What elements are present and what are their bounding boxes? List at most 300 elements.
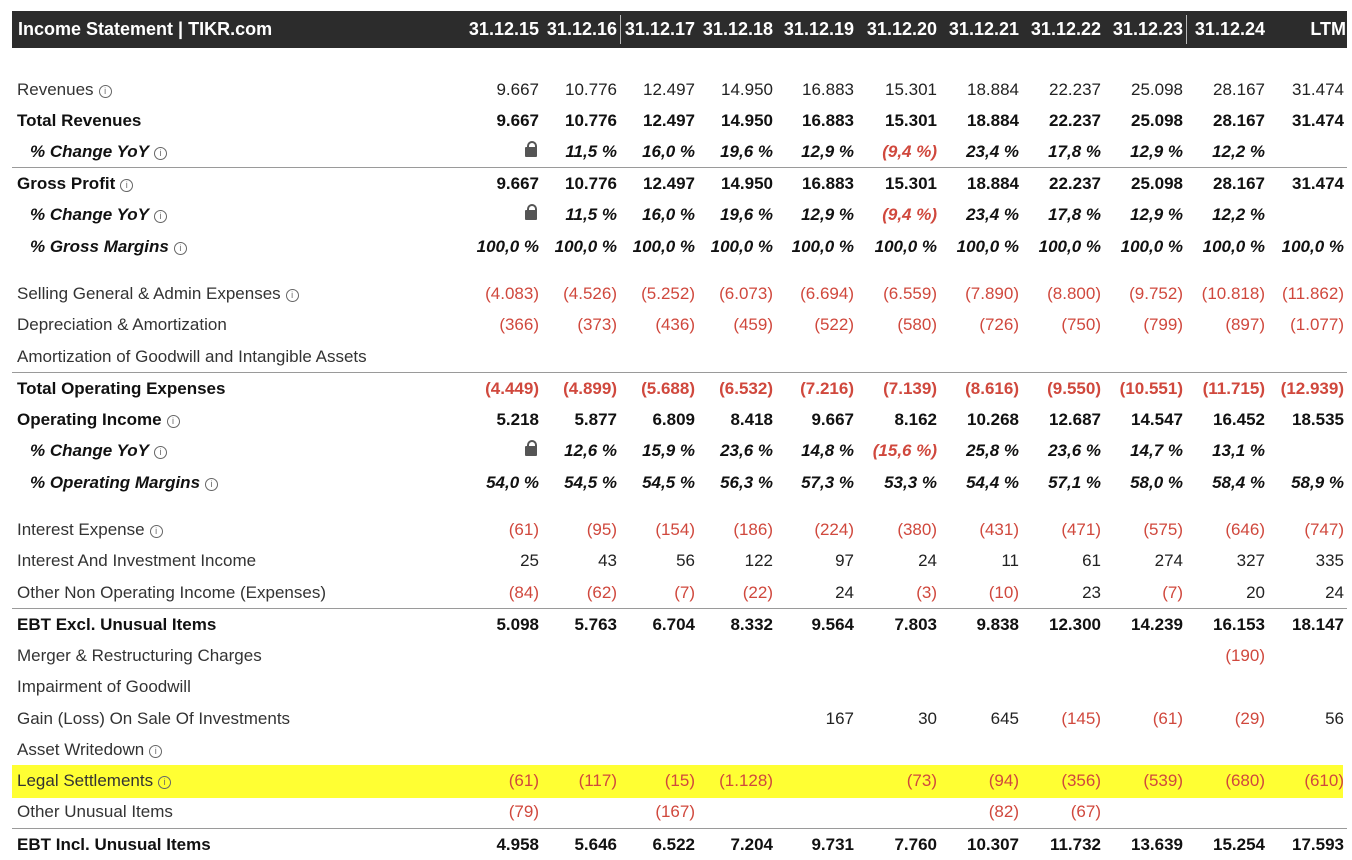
- info-icon[interactable]: i: [120, 179, 133, 192]
- table-cell: 24: [835, 583, 854, 602]
- period-header[interactable]: 31.12.20: [866, 19, 937, 39]
- table-cell: 14.950: [721, 111, 773, 130]
- table-row: [0, 168, 1352, 199]
- table-cell: 31.474: [1292, 174, 1344, 193]
- table-cell: 15.301: [885, 80, 937, 99]
- table-cell: (61): [1152, 709, 1183, 728]
- table-cell: 645: [990, 709, 1019, 728]
- info-icon[interactable]: i: [149, 745, 162, 758]
- row-label-text: Merger & Restructuring Charges: [17, 646, 262, 665]
- table-cell: 10.776: [565, 80, 617, 99]
- table-cell: 12,6 %: [564, 441, 617, 460]
- table-cell: (539): [1143, 771, 1183, 790]
- table-row: [0, 640, 1352, 671]
- table-cell: 274: [1154, 551, 1183, 570]
- table-cell: 9.667: [496, 174, 539, 193]
- table-cell: 18.884: [967, 174, 1019, 193]
- table-row: [0, 765, 1352, 796]
- table-cell: 23,6 %: [1048, 441, 1101, 460]
- table-row: [0, 404, 1352, 435]
- row-label: [17, 309, 227, 340]
- table-cell: (366): [499, 315, 539, 334]
- row-label: [17, 609, 216, 640]
- row-label-text: Depreciation & Amortization: [17, 315, 227, 334]
- table-cell: 100,0 %: [1120, 237, 1183, 256]
- table-cell: 15.301: [885, 174, 937, 193]
- table-cell: 9.838: [976, 615, 1019, 634]
- table-cell: (747): [1304, 520, 1344, 539]
- table-cell: 122: [744, 551, 773, 570]
- row-label: [17, 373, 225, 404]
- table-cell: 54,0 %: [486, 473, 539, 492]
- row-label-text: Gross Profit: [17, 174, 116, 193]
- table-cell: (61): [508, 771, 539, 790]
- table-cell: (190): [1225, 646, 1265, 665]
- table-cell: (94): [988, 771, 1019, 790]
- table-cell: 14.239: [1131, 615, 1183, 634]
- period-header[interactable]: 31.12.21: [948, 19, 1019, 39]
- table-cell: 24: [1325, 583, 1344, 602]
- table-cell: 16.883: [802, 111, 854, 130]
- info-icon[interactable]: i: [99, 85, 112, 98]
- table-cell: 56,3 %: [720, 473, 773, 492]
- table-header: [12, 11, 1347, 48]
- table-cell: 100,0 %: [1281, 237, 1344, 256]
- period-header[interactable]: 31.12.22: [1030, 19, 1101, 39]
- table-cell: 327: [1236, 551, 1265, 570]
- table-cell: (224): [814, 520, 854, 539]
- table-cell: 335: [1315, 551, 1344, 570]
- table-row: [0, 703, 1352, 734]
- table-cell: 10.776: [565, 111, 617, 130]
- period-header[interactable]: 31.12.23: [1112, 19, 1183, 39]
- table-cell: (29): [1234, 709, 1265, 728]
- table-cell: 25: [520, 551, 539, 570]
- table-cell: (10): [988, 583, 1019, 602]
- table-cell: (22): [742, 583, 773, 602]
- row-label-text: % Change YoY: [30, 142, 150, 161]
- table-cell: 28.167: [1213, 80, 1265, 99]
- row-label-text: Other Non Operating Income (Expenses): [17, 583, 326, 602]
- table-cell: 9.667: [496, 111, 539, 130]
- row-label: [30, 435, 167, 466]
- table-row: [0, 105, 1352, 136]
- table-cell: (61): [508, 520, 539, 539]
- table-cell: (459): [733, 315, 773, 334]
- row-label: [30, 199, 167, 230]
- table-cell: (9,4 %): [882, 205, 937, 224]
- table-cell: 11,5 %: [565, 142, 617, 161]
- table-cell: 16.883: [802, 174, 854, 193]
- table-cell: 12,9 %: [1130, 205, 1183, 224]
- table-cell: 11,5 %: [565, 205, 617, 224]
- table-cell: 9.667: [496, 80, 539, 99]
- table-cell: 31.474: [1292, 80, 1344, 99]
- table-cell: (10.551): [1119, 379, 1183, 398]
- table-cell: 9.564: [811, 615, 854, 634]
- table-cell: 14.950: [721, 80, 773, 99]
- period-header[interactable]: LTM: [1310, 19, 1346, 39]
- table-cell: 6.522: [652, 835, 695, 854]
- table-cell: (15,6 %): [872, 441, 937, 460]
- table-row: [0, 231, 1352, 262]
- table-cell: 12,9 %: [801, 142, 854, 161]
- table-cell: 16.883: [802, 80, 854, 99]
- table-row: [0, 671, 1352, 702]
- table-cell: (4.526): [563, 284, 617, 303]
- table-cell: 22.237: [1049, 174, 1101, 193]
- table-cell: 12.497: [643, 174, 695, 193]
- row-label-text: Other Unusual Items: [17, 802, 173, 821]
- table-cell: 8.332: [730, 615, 773, 634]
- table-cell: 9.667: [811, 410, 854, 429]
- row-label-text: % Change YoY: [30, 441, 150, 460]
- table-cell: 16.153: [1213, 615, 1265, 634]
- table-cell: (6.532): [719, 379, 773, 398]
- table-cell: 12.300: [1049, 615, 1101, 634]
- row-label-text: Interest Expense: [17, 520, 145, 539]
- table-cell: (8.616): [965, 379, 1019, 398]
- table-cell: (11.715): [1202, 379, 1265, 398]
- table-cell: 53,3 %: [884, 473, 937, 492]
- table-cell: 6.809: [652, 410, 695, 429]
- table-cell: (62): [586, 583, 617, 602]
- row-label-text: Revenues: [17, 80, 94, 99]
- table-cell: 14,8 %: [801, 441, 854, 460]
- row-label: [17, 105, 141, 136]
- row-label: [17, 734, 162, 765]
- table-row: [0, 341, 1352, 372]
- table-cell: 18.884: [967, 80, 1019, 99]
- table-cell: 28.167: [1213, 111, 1265, 130]
- table-cell: 11: [1001, 551, 1019, 570]
- table-cell: 14,7 %: [1130, 441, 1183, 460]
- table-cell: 14.950: [721, 174, 773, 193]
- table-cell: (186): [733, 520, 773, 539]
- row-label: [17, 796, 173, 827]
- table-cell: 12,2 %: [1212, 142, 1265, 161]
- row-label-text: Asset Writedown: [17, 740, 145, 759]
- table-cell: 100,0 %: [632, 237, 695, 256]
- table-cell: 54,4 %: [966, 473, 1019, 492]
- table-cell: 14.547: [1131, 410, 1183, 429]
- info-icon[interactable]: i: [205, 478, 218, 491]
- table-cell: 25,8 %: [966, 441, 1019, 460]
- table-cell: 97: [835, 551, 854, 570]
- table-cell: 54,5 %: [642, 473, 695, 492]
- table-row: [0, 309, 1352, 340]
- table-row: [0, 74, 1352, 105]
- table-cell: 12,9 %: [801, 205, 854, 224]
- table-title: Income Statement | TIKR.com: [18, 19, 273, 39]
- table-cell: 58,9 %: [1291, 473, 1344, 492]
- info-icon[interactable]: i: [150, 525, 163, 538]
- table-cell: (5.688): [641, 379, 695, 398]
- table-cell: 54,5 %: [564, 473, 617, 492]
- row-label: [17, 640, 262, 671]
- table-cell: 100,0 %: [874, 237, 937, 256]
- table-cell: 56: [1325, 709, 1344, 728]
- row-label-text: Impairment of Goodwill: [17, 677, 191, 696]
- info-icon[interactable]: i: [174, 242, 187, 255]
- row-label: [17, 341, 367, 372]
- info-icon[interactable]: i: [154, 147, 167, 160]
- table-row: [0, 734, 1352, 765]
- table-cell: 7.803: [894, 615, 937, 634]
- header-divider: [1186, 15, 1187, 44]
- table-cell: (3): [916, 583, 937, 602]
- info-icon[interactable]: i: [286, 289, 299, 302]
- row-label-text: Interest And Investment Income: [17, 551, 257, 570]
- row-label-text: EBT Incl. Unusual Items: [17, 835, 211, 854]
- table-cell: (7): [674, 583, 695, 602]
- table-row: [0, 545, 1352, 576]
- table-row: [0, 136, 1352, 167]
- table-cell: 7.204: [730, 835, 773, 854]
- row-label-text: Operating Income: [17, 410, 162, 429]
- table-cell: 100,0 %: [956, 237, 1019, 256]
- table-cell: (6.694): [800, 284, 854, 303]
- table-cell: 57,1 %: [1048, 473, 1101, 492]
- table-cell: 12.497: [643, 111, 695, 130]
- table-cell: 17,8 %: [1048, 205, 1101, 224]
- table-cell: (84): [508, 583, 539, 602]
- table-cell: 57,3 %: [801, 473, 854, 492]
- table-cell: (117): [578, 771, 617, 790]
- table-cell: 18.535: [1292, 410, 1344, 429]
- period-header[interactable]: 31.12.17: [624, 19, 695, 39]
- row-label-text: EBT Excl. Unusual Items: [17, 615, 217, 634]
- row-label: [30, 467, 218, 498]
- table-row: [0, 514, 1352, 545]
- table-cell: 56: [676, 551, 695, 570]
- table-cell: 8.162: [894, 410, 937, 429]
- table-cell: 4.958: [496, 835, 539, 854]
- period-header[interactable]: 31.12.15: [468, 19, 539, 39]
- table-cell: 5.877: [574, 410, 617, 429]
- table-cell: (580): [897, 315, 937, 334]
- table-cell: 23,4 %: [966, 205, 1019, 224]
- table-cell: (79): [508, 802, 539, 821]
- table-cell: (6.559): [883, 284, 937, 303]
- row-label: [30, 136, 167, 167]
- table-cell: 16,0 %: [642, 142, 695, 161]
- table-cell: 24: [918, 551, 937, 570]
- table-cell: 15.301: [885, 111, 937, 130]
- table-cell: (145): [1061, 709, 1101, 728]
- table-row: [0, 435, 1352, 466]
- table-cell: 17.593: [1292, 835, 1344, 854]
- row-label-text: % Change YoY: [30, 205, 150, 224]
- table-cell: (1.128): [719, 771, 773, 790]
- table-cell: 25.098: [1131, 174, 1183, 193]
- table-cell: (431): [979, 520, 1019, 539]
- table-cell: 5.098: [496, 615, 539, 634]
- table-cell: 23: [1082, 583, 1101, 602]
- period-header[interactable]: 31.12.18: [702, 19, 773, 39]
- table-cell: 16,0 %: [642, 205, 695, 224]
- table-cell: 15,9 %: [642, 441, 695, 460]
- row-label: [30, 231, 187, 262]
- table-cell: 13,1 %: [1212, 441, 1265, 460]
- row-label: [17, 74, 112, 105]
- row-label: [17, 765, 171, 796]
- period-header[interactable]: 31.12.19: [783, 19, 854, 39]
- table-cell: 61: [1082, 551, 1101, 570]
- table-cell: (9,4 %): [882, 142, 937, 161]
- table-cell: (8.800): [1047, 284, 1101, 303]
- table-cell: (82): [988, 802, 1019, 821]
- table-cell: (167): [655, 802, 695, 821]
- table-cell: 22.237: [1049, 111, 1101, 130]
- row-label-text: Legal Settlements: [17, 771, 154, 790]
- table-cell: 58,4 %: [1212, 473, 1265, 492]
- row-label-text: Amortization of Goodwill and Intangible Assets: [17, 347, 367, 366]
- row-label: [17, 404, 180, 435]
- table-cell: 43: [598, 551, 617, 570]
- table-cell: 100,0 %: [476, 237, 539, 256]
- table-cell: (7.139): [883, 379, 937, 398]
- table-cell: (7.890): [965, 284, 1019, 303]
- header-divider: [620, 15, 621, 44]
- table-cell: 8.418: [730, 410, 773, 429]
- table-cell: 58,0 %: [1130, 473, 1183, 492]
- table-cell: 12.497: [643, 80, 695, 99]
- row-label-text: Total Operating Expenses: [17, 379, 226, 398]
- table-cell: 9.731: [811, 835, 854, 854]
- table-row: [0, 829, 1352, 860]
- row-label: [17, 671, 191, 702]
- table-cell: 5.763: [574, 615, 617, 634]
- table-cell: (799): [1143, 315, 1183, 334]
- table-cell: 12,2 %: [1212, 205, 1265, 224]
- table-cell: 19,6 %: [720, 142, 773, 161]
- table-row: [0, 796, 1352, 827]
- table-cell: (522): [814, 315, 854, 334]
- info-icon[interactable]: i: [154, 446, 167, 459]
- table-cell: (373): [577, 315, 617, 334]
- info-icon[interactable]: i: [154, 210, 167, 223]
- table-cell: 7.760: [894, 835, 937, 854]
- table-row: [0, 278, 1352, 309]
- table-cell: 25.098: [1131, 111, 1183, 130]
- row-label-text: Selling General & Admin Expenses: [17, 284, 281, 303]
- table-cell: 12.687: [1049, 410, 1101, 429]
- table-cell: 20: [1246, 583, 1265, 602]
- table-cell: (897): [1225, 315, 1265, 334]
- table-cell: (4.449): [485, 379, 539, 398]
- table-cell: (12.939): [1280, 379, 1344, 398]
- table-row: [0, 467, 1352, 498]
- table-cell: 100,0 %: [791, 237, 854, 256]
- info-icon[interactable]: i: [158, 776, 171, 789]
- row-label-text: % Operating Margins: [30, 473, 201, 492]
- row-label: [17, 514, 163, 545]
- table-cell: (726): [979, 315, 1019, 334]
- table-cell: 19,6 %: [720, 205, 773, 224]
- table-cell: (4.899): [563, 379, 617, 398]
- table-cell: 10.268: [967, 410, 1019, 429]
- table-cell: (471): [1061, 520, 1101, 539]
- row-label: [17, 278, 299, 309]
- table-row: [0, 373, 1352, 404]
- table-cell: 18.147: [1292, 615, 1344, 634]
- period-header[interactable]: 31.12.24: [1194, 19, 1265, 39]
- table-cell: 30: [918, 709, 937, 728]
- table-cell: 28.167: [1213, 174, 1265, 193]
- row-label: [17, 545, 256, 576]
- table-cell: 17,8 %: [1048, 142, 1101, 161]
- table-cell: (67): [1070, 802, 1101, 821]
- table-cell: (10.818): [1201, 284, 1265, 303]
- table-cell: (646): [1225, 520, 1265, 539]
- table-cell: (7.216): [800, 379, 854, 398]
- table-cell: (5.252): [641, 284, 695, 303]
- table-cell: 25.098: [1131, 80, 1183, 99]
- table-cell: 100,0 %: [554, 237, 617, 256]
- row-label: [17, 829, 211, 860]
- table-cell: 6.704: [652, 615, 695, 634]
- table-row: [0, 577, 1352, 608]
- info-icon[interactable]: i: [167, 415, 180, 428]
- table-cell: (750): [1061, 315, 1101, 334]
- table-row: [0, 199, 1352, 230]
- row-label: [17, 577, 326, 608]
- table-cell: 22.237: [1049, 80, 1101, 99]
- table-cell: (154): [655, 520, 695, 539]
- lock-icon[interactable]: [453, 136, 539, 167]
- table-cell: (11.862): [1281, 284, 1344, 303]
- row-label: [17, 703, 290, 734]
- table-cell: (95): [586, 520, 617, 539]
- table-cell: 10.307: [967, 835, 1019, 854]
- table-cell: 16.452: [1213, 410, 1265, 429]
- row-label-text: Total Revenues: [17, 111, 142, 130]
- row-label: [17, 168, 133, 199]
- table-cell: 100,0 %: [1202, 237, 1265, 256]
- table-cell: (380): [897, 520, 937, 539]
- table-cell: (9.752): [1129, 284, 1183, 303]
- table-cell: 31.474: [1292, 111, 1344, 130]
- table-cell: (356): [1061, 771, 1101, 790]
- lock-icon[interactable]: [453, 435, 539, 466]
- table-cell: 5.646: [574, 835, 617, 854]
- table-cell: (9.550): [1047, 379, 1101, 398]
- table-cell: (4.083): [485, 284, 539, 303]
- lock-icon[interactable]: [453, 199, 539, 230]
- table-cell: (6.073): [719, 284, 773, 303]
- table-cell: 11.732: [1049, 835, 1101, 854]
- table-cell: 100,0 %: [710, 237, 773, 256]
- table-cell: (610): [1304, 771, 1344, 790]
- table-cell: (680): [1225, 771, 1265, 790]
- table-cell: (73): [906, 771, 937, 790]
- period-header[interactable]: 31.12.16: [546, 19, 617, 39]
- table-cell: (1.077): [1290, 315, 1344, 334]
- row-label-text: % Gross Margins: [30, 237, 169, 256]
- table-cell: 23,6 %: [720, 441, 773, 460]
- table-cell: (436): [655, 315, 695, 334]
- table-cell: (575): [1143, 520, 1183, 539]
- table-cell: 100,0 %: [1038, 237, 1101, 256]
- table-cell: 13.639: [1131, 835, 1183, 854]
- row-label-text: Gain (Loss) On Sale Of Investments: [17, 709, 291, 728]
- table-cell: 15.254: [1213, 835, 1265, 854]
- table-cell: (15): [664, 771, 695, 790]
- table-cell: 12,9 %: [1130, 142, 1183, 161]
- table-cell: (7): [1162, 583, 1183, 602]
- table-cell: 23,4 %: [966, 142, 1019, 161]
